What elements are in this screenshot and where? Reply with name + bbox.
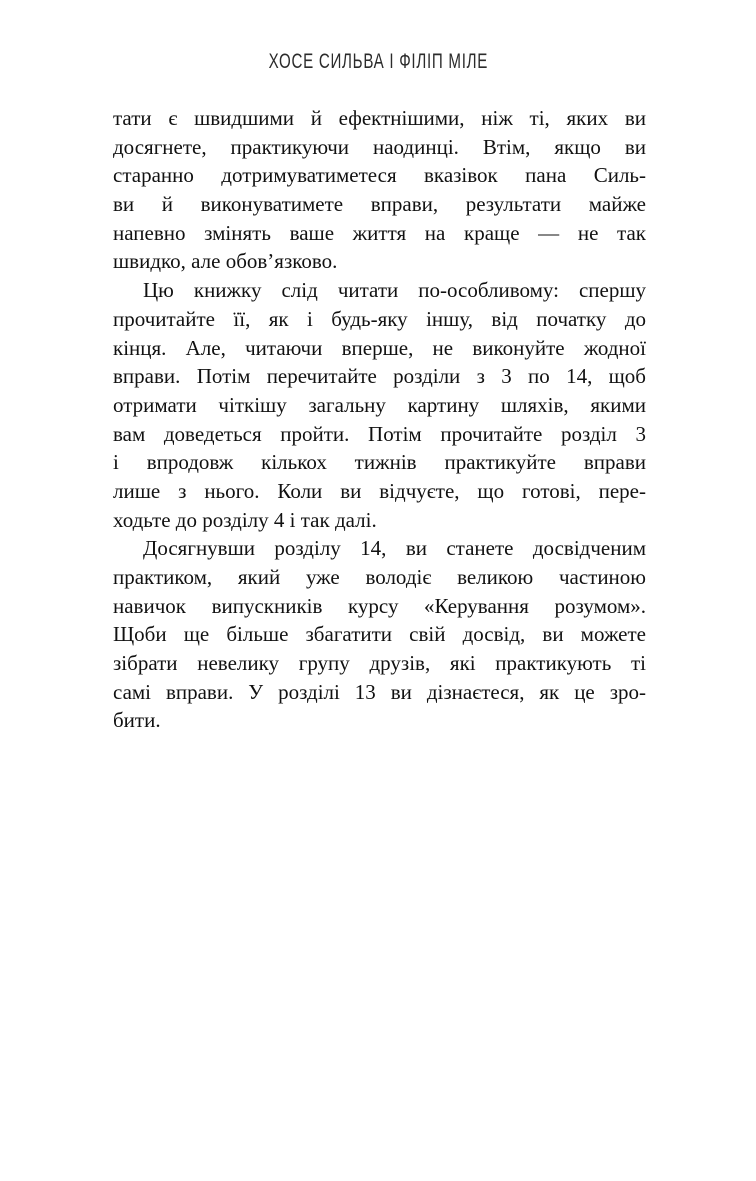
text-line: Щоби ще більше збагатити свій досвід, ви можете: [113, 622, 646, 647]
text-line: прочитайте її, як і будь-яку іншу, від початку до: [113, 306, 646, 331]
text-line: Досягнувши розділу 14, ви станете досвідченим: [143, 536, 646, 561]
text-line: швидко, але обов’язково.: [113, 249, 338, 274]
running-head: [0, 50, 756, 74]
text-line: вам доведеться пройти. Потім прочитайте розділ 3: [113, 421, 646, 446]
text-line: досягнете, практикуючи наодинці. Втім, якщо ви: [113, 134, 646, 159]
text-line: отримати чіткішу загальну картину шляхів, якими: [113, 392, 646, 417]
text-line: навичок випускників курсу «Керування розумом».: [113, 593, 646, 618]
text-line: лише з нього. Коли ви відчуєте, що готові, пере-: [113, 478, 646, 503]
text-line: тати є швидшими й ефектнішими, ніж ті, яких ви: [113, 106, 646, 130]
text-line: напевно змінять ваше життя на краще — не так: [113, 220, 646, 245]
text-line: самі вправи. У розділі 13 ви дізнаєтеся, як це зро-: [113, 679, 646, 704]
text-line: старанно дотримуватиметеся вказівок пана Силь-: [113, 163, 646, 188]
text-line: бити.: [113, 708, 161, 733]
text-line: ви й виконуватимете вправи, результати майже: [113, 192, 646, 217]
text-line: ходьте до розділу 4 і так далі.: [113, 507, 377, 532]
running-head-text: ХОСЕ СИЛЬВА І ФІЛІП МІЛЕ: [268, 50, 488, 73]
text-line: Цю книжку слід читати по-особливому: спершу: [143, 278, 646, 303]
paragraph: [113, 104, 646, 276]
paragraph: [113, 534, 646, 735]
text-line: кінця. Але, читаючи вперше, не виконуйте жодної: [113, 335, 646, 360]
text-line: і впродовж кількох тижнів практикуйте вправи: [113, 450, 646, 475]
text-line: практиком, який уже володіє великою частиною: [113, 565, 646, 589]
text-line: зібрати невелику групу друзів, які практикують ті: [113, 651, 646, 676]
text-line: вправи. Потім перечитайте розділи з 3 по 14, щоб: [113, 364, 646, 389]
paragraph: [113, 276, 646, 534]
body-text: [113, 104, 646, 735]
